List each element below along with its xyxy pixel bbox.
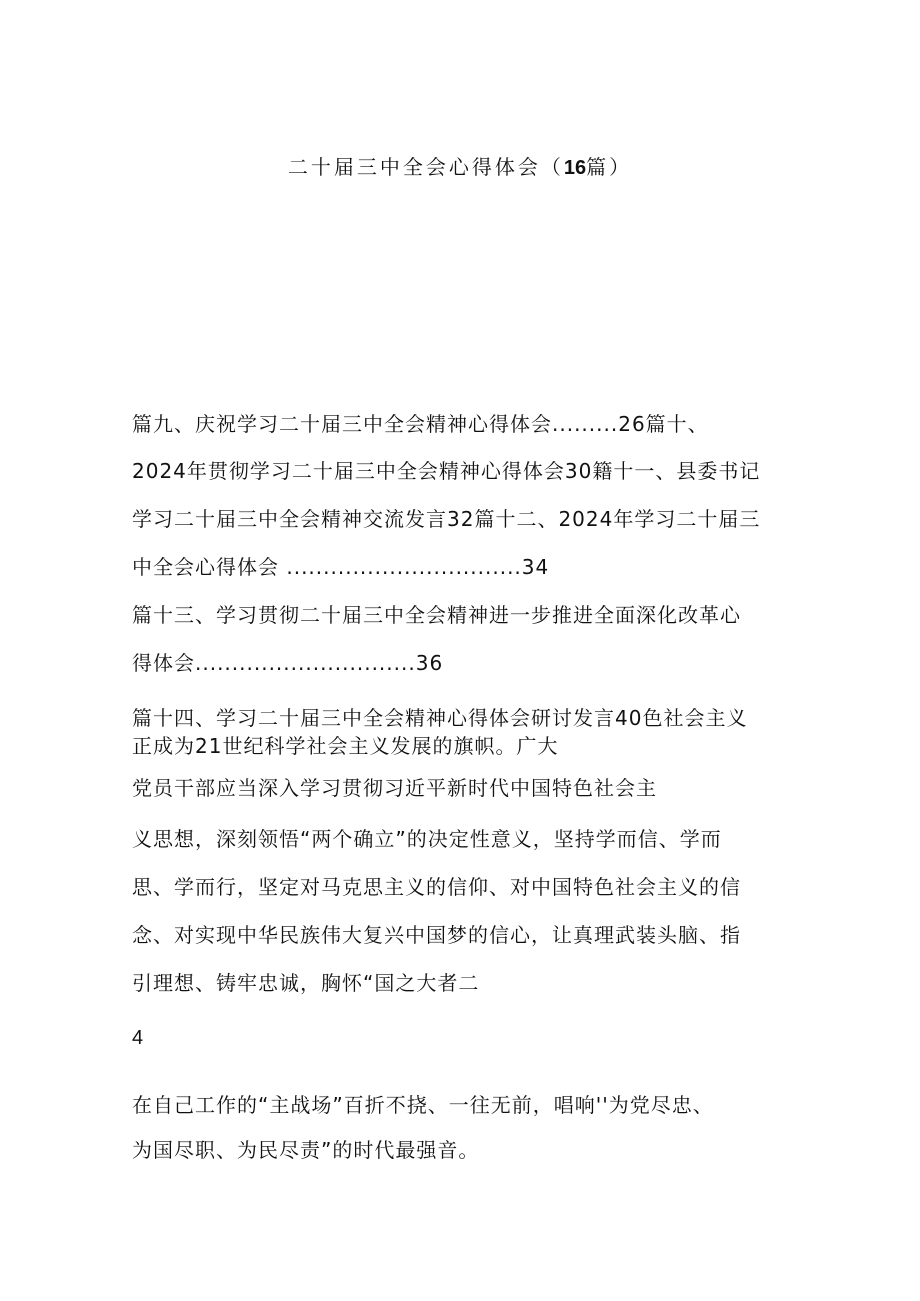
title-main: 二十届三中全会心得体会（ [287, 155, 564, 179]
toc-line: 篇十四、学习二十届三中全会精神心得体会研讨发言40色社会主义 [132, 706, 748, 730]
title-count: 16 [563, 157, 587, 179]
body-line: 党员干部应当深入学习贯彻习近平新时代中国特色社会主 [132, 776, 657, 800]
document-title [0, 152, 920, 183]
body-line: 正成为21世纪科学社会主义发展的旗帜。广大 [132, 734, 559, 758]
toc-line: 学习二十届三中全会精神交流发言32篇十二、2024年学习二十届三 [132, 507, 761, 531]
body-line: 引理想、铸牢忠诚，胸怀“国之大者二 [132, 971, 480, 995]
body-line: 思、学而行，坚定对马克思主义的信仰、对中国特色社会主义的信 [132, 875, 741, 899]
title-tail: 篇） [586, 155, 633, 179]
toc-line: 得体会..............................36 [132, 651, 444, 675]
body-line: 义思想，深刻领悟“两个确立”的决定性意义，坚持学而信、学而 [132, 827, 722, 851]
toc-line: 篇十三、学习贯彻二十届三中全会精神进一步推进全面深化改革心 [132, 603, 741, 627]
toc-line: 篇九、庆祝学习二十届三中全会精神心得体会.........26篇十、 [132, 412, 709, 436]
closing-line: 在自己工作的“主战场”百折不挠、一往无前，唱响''为党尽忠、 [132, 1093, 714, 1117]
closing-line: 为国尽职、为民尽责”的时代最强音。 [132, 1138, 480, 1162]
body-line: 念、对实现中华民族伟大复兴中国梦的信心，让真理武装头脑、指 [132, 923, 741, 947]
toc-line: 中全会心得体会 ................................34 [132, 555, 550, 579]
page-marker: 4 [132, 1027, 145, 1049]
toc-line: 2024年贯彻学习二十届三中全会精神心得体会30籍十一、县委书记 [132, 459, 761, 483]
